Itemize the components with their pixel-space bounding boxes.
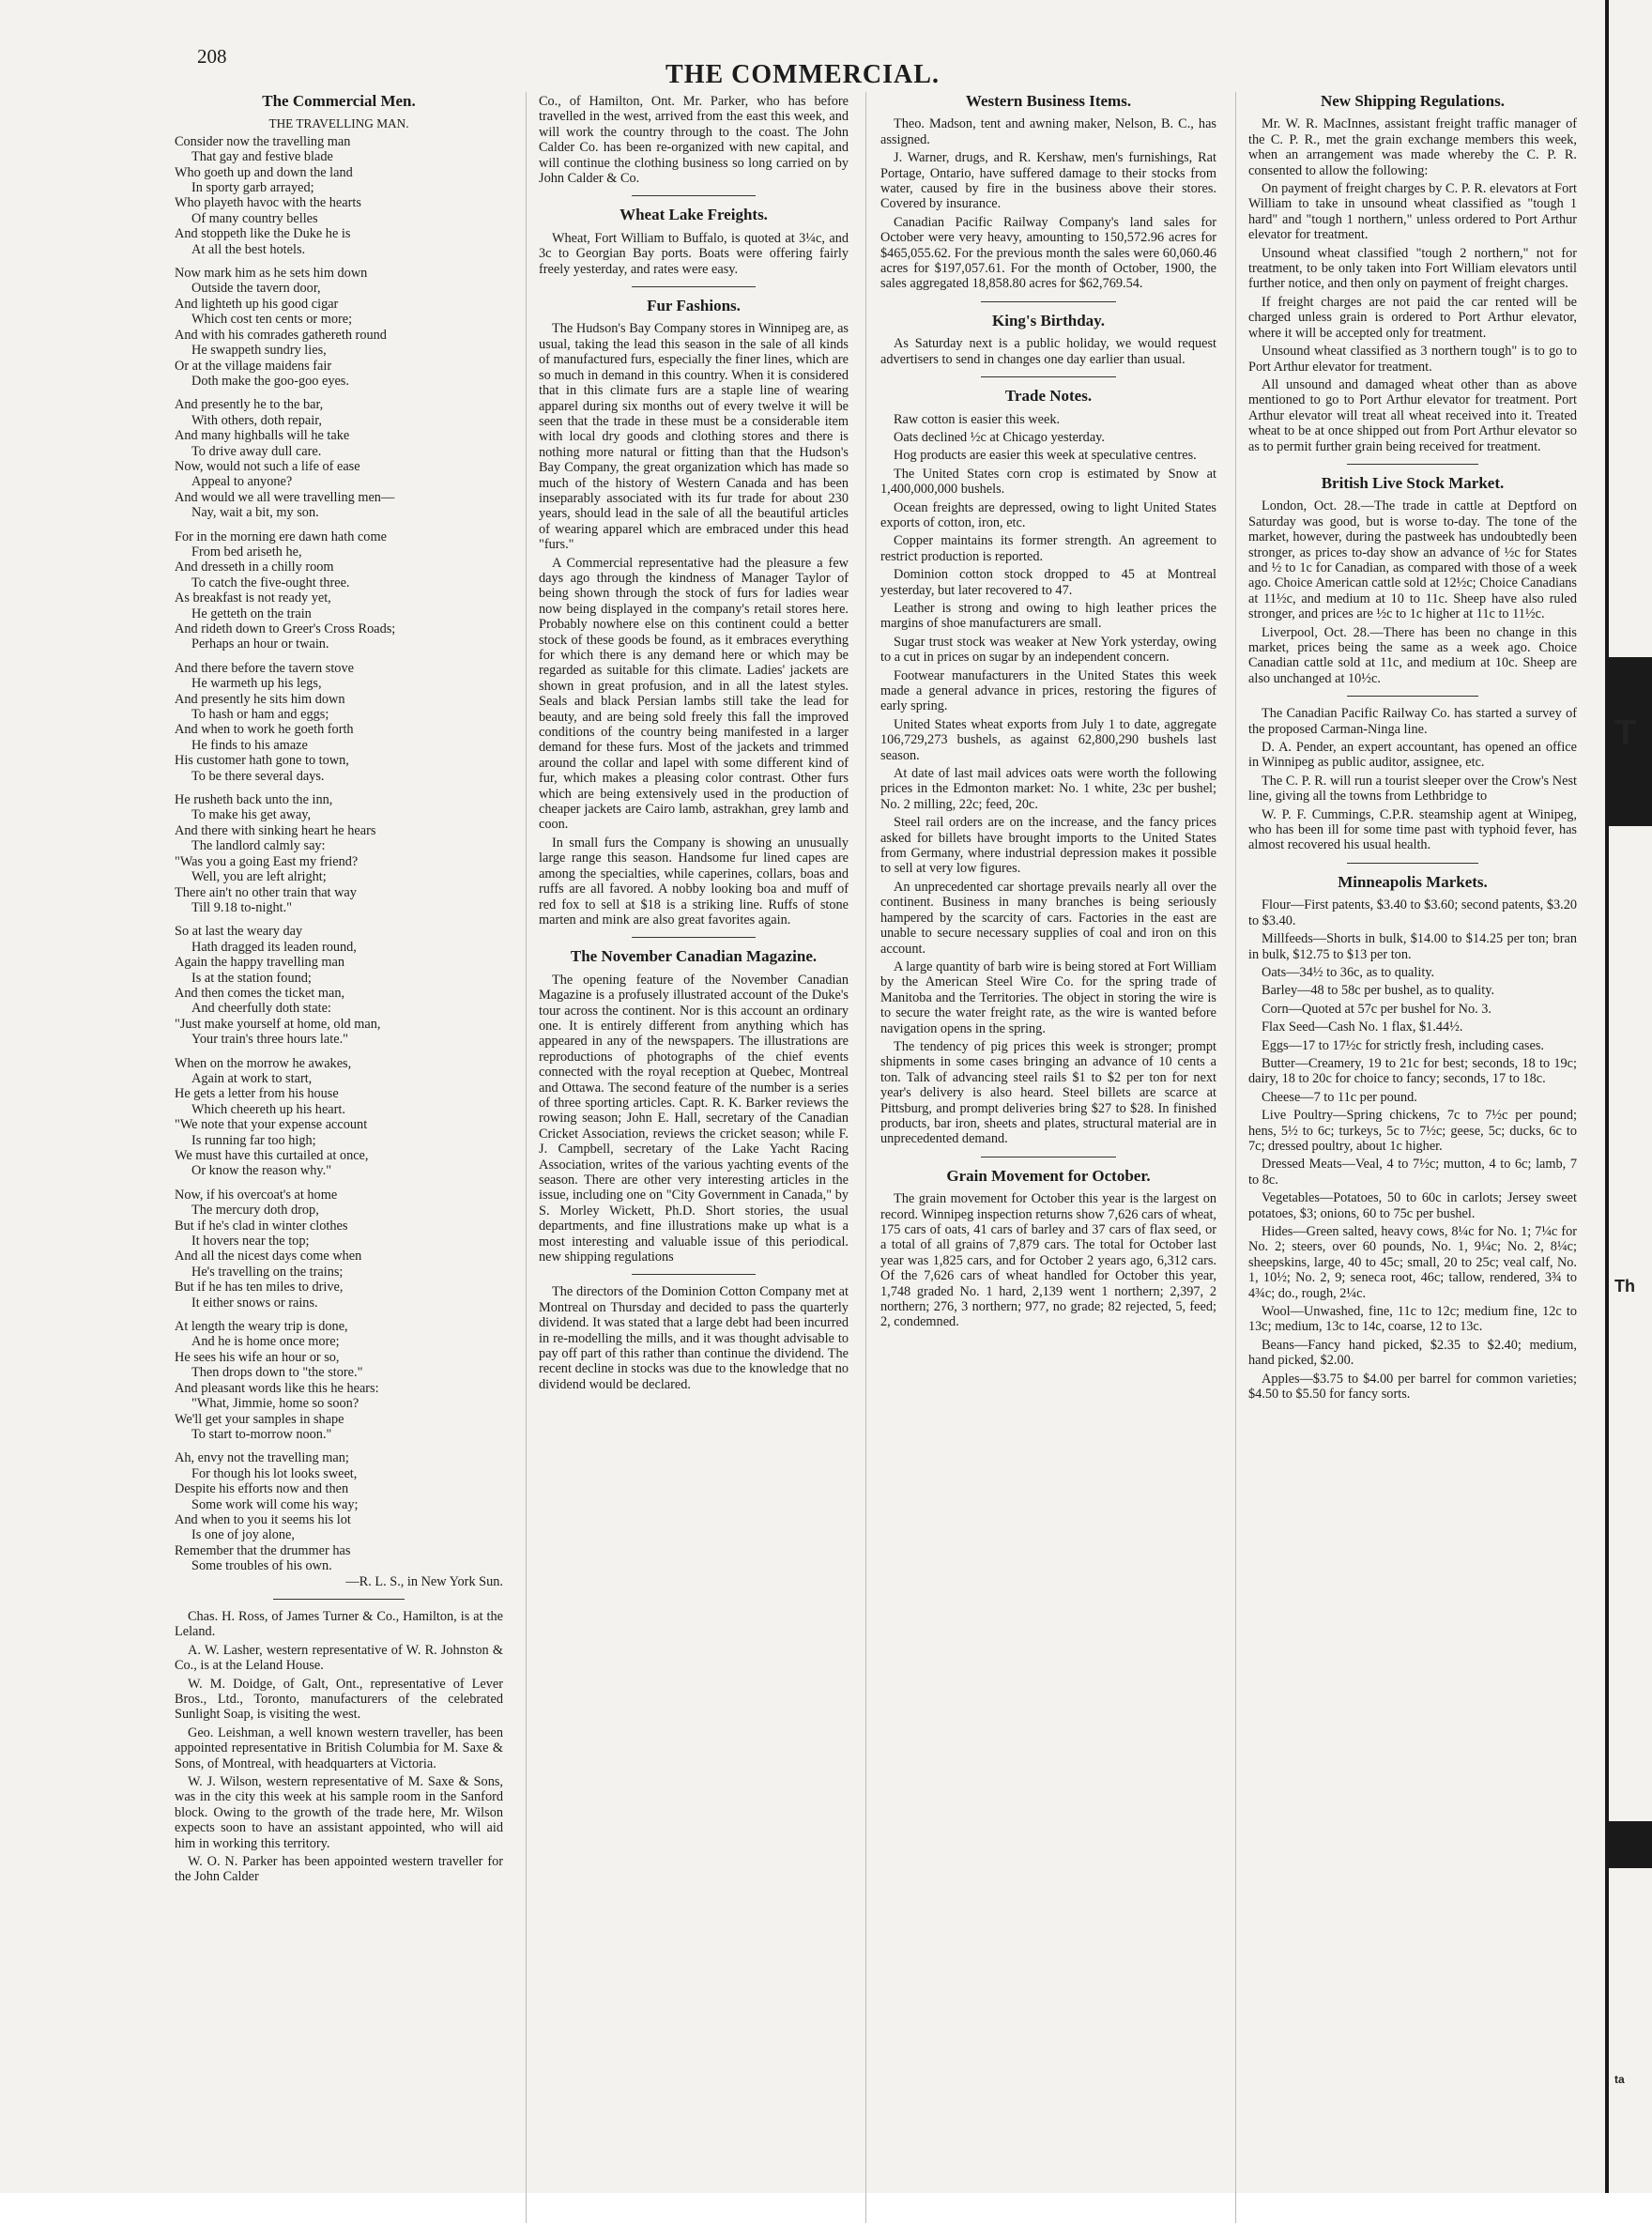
paragraph: D. A. Pender, an expert accountant, has opened an office in Winnipeg as public auditor, assignee, etc.: [1248, 740, 1577, 771]
poem-line: And all the nicest days come when: [175, 1249, 362, 1265]
stanza-break: [175, 521, 503, 529]
poem-signature: —R. L. S., in New York Sun.: [345, 1573, 503, 1589]
divider-rule: [273, 1599, 405, 1600]
poem-line: Outside the tavern door,: [191, 281, 321, 297]
western-business-items: [880, 116, 1216, 291]
page-number: 208: [197, 45, 227, 68]
paragraph: On payment of freight charges by C. P. R. elevators at Fort William to take in unsound wheat classified as "tough 1 hard" and "tough 1 northern," unless ordered to Port Arthur elevator for treatment.: [1248, 181, 1577, 243]
poem-line: For in the morning ere dawn hath come: [175, 529, 387, 544]
poem-line: And when to you it seems his lot: [175, 1511, 351, 1527]
paragraph: Oats—34½ to 36c, as to quality.: [1262, 964, 1435, 980]
shipping-regulations: [1248, 116, 1577, 454]
poem-line: He gets a letter from his house: [175, 1086, 339, 1102]
paragraph: Copper maintains its former strength. An agreement to restrict production is reported.: [880, 533, 1216, 564]
paragraph: A large quantity of barb wire is being stored at Fort William by the American Steel Wire Co. for the spring trade of Manitoba and the Territories. The object in storing the wire is to secure the water freight rate, as the wire is wanted before navigation opens in the spring.: [880, 958, 1216, 1036]
column-2: [539, 94, 849, 1395]
fur-article: [539, 321, 849, 928]
poem-line: And presently he sits him down: [175, 691, 345, 707]
paragraph: If freight charges are not paid the car rented will be charged unless grain is ordered to Port Arthur elevator, where it will be accepted only for treatment.: [1248, 294, 1577, 341]
poem-line: Despite his efforts now and then: [175, 1481, 349, 1497]
page-edge-letter: Th: [1614, 1277, 1635, 1295]
poem-line: Some troubles of his own.: [191, 1558, 332, 1574]
poem-line: Some work will come his way;: [191, 1496, 359, 1512]
poem-line: It either snows or rains.: [191, 1295, 318, 1311]
paragraph: Wool—Unwashed, fine, 11c to 12c; medium fine, 12c to 13c; medium, 13c to 14c, coarse, 12 to 13c.: [1248, 1304, 1577, 1335]
poem-line: And stoppeth like the Duke he is: [175, 226, 351, 242]
poem-line: And would we all were travelling men—: [175, 489, 395, 505]
paragraph: Dressed Meats—Veal, 4 to 7½c; mutton, 4 to 6c; lamb, 7 to 8c.: [1248, 1157, 1577, 1188]
poem-line: "We note that your expense account: [175, 1117, 368, 1133]
poem-line: Ah, envy not the travelling man;: [175, 1450, 349, 1466]
paragraph: United States wheat exports from July 1 to date, aggregate 106,729,273 bushels, as against 62,800,290 bushels last season.: [880, 716, 1216, 763]
poem-line: Doth make the goo-goo eyes.: [191, 373, 349, 389]
section-heading: Grain Movement for October.: [946, 1166, 1151, 1185]
poem-line: Is at the station found;: [191, 970, 312, 986]
poem-line: At all the best hotels.: [191, 241, 306, 257]
paragraph: Footwear manufacturers in the United States this week made a general advance in prices, restoring the figures of early spring.: [880, 667, 1216, 714]
poem-line: He getteth on the train: [191, 606, 312, 621]
paragraph: Oats declined ½c at Chicago yesterday.: [894, 429, 1105, 445]
paragraph: Apples—$3.75 to $4.00 per barrel for common varieties; $4.50 to $5.50 for fancy sorts.: [1248, 1371, 1577, 1403]
section-heading: The Commercial Men.: [262, 92, 416, 110]
poem: [175, 116, 503, 1589]
paragraph: W. P. F. Cummings, C.P.R. steamship agent at Winipeg, who has been ill for some time past with typhoid fever, has almost recovered his usual health.: [1248, 806, 1577, 853]
poem-line: To catch the five-ought three.: [191, 575, 350, 590]
paragraph: The Hudson's Bay Company stores in Winnipeg are, as usual, taking the lead this season in the sale of all kinds of manufactured furs, especially the finer lines, which are so much in demand in this country. When it is considered that in this climate furs are a staple line of wearing apparel during six months out of every twelve it will be seen that the trade in these must be a considerable item with local dry goods and clothing stores and there is nothing more natural or fitting than that the Hudson's Bay Company, the great organization which has made so much of the history of Western Canada and has been inseparably associated with its fur trade for about 230 years, should lead in the sale of all the beautiful articles of wearing apparel which are embraced under this head "furs.": [539, 321, 849, 553]
paragraph: Flour—First patents, $3.40 to $3.60; second patents, $3.20 to $3.40.: [1248, 897, 1577, 928]
paragraph: The United States corn crop is estimated by Snow at 1,400,000,000 bushels.: [880, 466, 1216, 498]
poem-line: At length the weary trip is done,: [175, 1319, 348, 1335]
paragraph: Hog products are easier this week at speculative centres.: [894, 448, 1197, 464]
poem-line: Perhaps an hour or twain.: [191, 636, 329, 652]
paragraph: The Canadian Pacific Railway Co. has started a survey of the proposed Carman-Ninga line.: [1248, 706, 1577, 737]
poem-line: Appeal to anyone?: [191, 474, 293, 490]
stanza-break: [175, 915, 503, 924]
section-heading: New Shipping Regulations.: [1320, 92, 1506, 110]
section-heading: Fur Fashions.: [647, 297, 741, 315]
paragraph: The grain movement for October this year is the largest on record. Winnipeg inspection returns show 7,626 cars of wheat, 175 cars of oats, 41 cars of barley and 37 cars of flax seed, or a total of all grains of 7,879 cars. The total for October last year was 1,825 cars, and for October 2 years ago, 6,312 cars. Of the 7,626 cars of wheat handled for October this year, 1,748 graded No. 1 hard, 2,139 went 1 northern; 2,397, 2 northern; 276, 3 northern; 977, no grade; 82 rejected, 5, feed; 2, condemned.: [880, 1191, 1216, 1330]
poem-line: To start to-morrow noon.": [191, 1426, 332, 1442]
stanza-break: [175, 1048, 503, 1056]
paragraph: At date of last mail advices oats were worth the following prices in the Edmonton market: No. 1 white, 23c per bushel; No. 2 milling, 22c; feed, 20c.: [880, 766, 1216, 812]
stanza-break: [175, 652, 503, 661]
poem-line: With others, doth repair,: [191, 412, 323, 428]
paragraph: A. W. Lasher, western representative of W. R. Johnston & Co., is at the Leland House.: [175, 1642, 503, 1674]
poem-line: Consider now the travelling man: [175, 133, 351, 149]
divider-rule: [1347, 696, 1478, 697]
paragraph: Geo. Leishman, a well known western traveller, has been appointed representative in British Columbia for M. Saxe & Sons, of Montreal, with headquarters at Victoria.: [175, 1725, 503, 1771]
poem-line: And pleasant words like this he hears:: [175, 1380, 379, 1396]
page-edge-letter: T: [1614, 713, 1637, 753]
masthead-title: THE COMMERCIAL.: [665, 60, 940, 89]
poem-line: The landlord calmly say:: [191, 838, 326, 854]
paragraph: Cheese—7 to 11c per pound.: [1262, 1089, 1417, 1105]
personal-notes: [175, 1609, 503, 1885]
poem-line: That gay and festive blade: [191, 149, 333, 165]
paragraph: Vegetables—Potatoes, 50 to 60c in carlots; Jersey sweet potatoes, $3; onions, 60 to 75c per bushel.: [1248, 1190, 1577, 1221]
paragraph: Live Poultry—Spring chickens, 7c to 7½c per pound; hens, 5½ to 6c; turkeys, 5c to 7½c; geese, 5c; ducks, 6c to 7c; dressed poultry, about 1c higher.: [1248, 1108, 1577, 1154]
poem-line: And many highballs will he take: [175, 428, 350, 444]
paragraph: A Commercial representative had the pleasure a few days ago through the kindness of Manager Taylor of being shown through the stock of furs for ladies wear now being displayed in the company's retail stores here. Probably nowhere else on this continent could a better stock of these goods be found, as it embraces everything for which there is any demand here or which may be regarded as suitable for this climate. Ladies' jackets are shown in great profusion, and in all the latest styles. Seals and black Persian lambs still take the lead for beauty, and are being sold freely this fall the improved conditions of the country being manifested in a larger demand for these furs. Most of the jackets and trimmed around the collar and lapel with some different kind of fur, which makes a pleasing color contrast. Other furs which are being extensively used in the production of cheaper jackets are Cairo lamb, astrakhan, grey lamb and coon.: [539, 555, 849, 833]
poem-line: He sees his wife an hour or so,: [175, 1349, 340, 1365]
column-divider: [865, 92, 866, 2223]
section-heading: The November Canadian Magazine.: [570, 947, 818, 966]
divider-rule: [632, 1274, 756, 1275]
paragraph: The C. P. R. will run a tourist sleeper over the Crow's Nest line, giving all the towns from Lethbridge to: [1248, 773, 1577, 805]
paragraph: In small furs the Company is showing an unusually large range this season. Handsome fur lined capes are among the specialties, while caperines, collars, boas and ruffs are all favored. A nobby looking boa and muff of red fox to sell at $18 is a striking line. Ruffs of stone marten and mink are also great favorites again.: [539, 835, 849, 928]
minneapolis-markets: [1248, 897, 1577, 1402]
poem-line: Which cost ten cents or more;: [191, 312, 353, 328]
paragraph: London, Oct. 28.—The trade in cattle at Deptford on Saturday was good, but is worse to-day. The tone of the market, however, during the pastweek has undoubtedly been stronger, as prices to-day show an advance of ½c for States and ½ to 1c for Canadian, as compared with those of a week ago. Choice American cattle sold at 12½c; Choice Canadians at 11½c, and medium at 10 to 11c. Sheep have also ruled stronger, and prices are ½c to 1c higher at 11c to 11½c.: [1248, 498, 1577, 622]
poem-line: "Just make yourself at home, old man,: [175, 1016, 381, 1032]
paragraph: Leather is strong and owing to high leather prices the margins of shoe manufacturers are small.: [880, 600, 1216, 632]
paragraph: Canadian Pacific Railway Company's land sales for October were very heavy, amounting to 150,572.96 acres for $465,055.62. For the previous month the sales were 60,060.46 acres for $197,057.61. For the month of October, 1900, the sales aggregated 18,858.80 acres for $62,769.54.: [880, 214, 1216, 292]
poem-line: His customer hath gone to town,: [175, 753, 349, 769]
poem-line: But if he's clad in winter clothes: [175, 1218, 348, 1234]
divider-rule: [1347, 863, 1478, 864]
poem-line: Is running far too high;: [191, 1132, 316, 1148]
paragraph: As Saturday next is a public holiday, we would request advertisers to send in changes one day earlier than usual.: [880, 336, 1216, 367]
poem-line: He rusheth back unto the inn,: [175, 792, 333, 808]
poem-line: But if he has ten miles to drive,: [175, 1280, 344, 1295]
paragraph: Barley—48 to 58c per bushel, as to quality.: [1262, 983, 1495, 999]
poem-line: In sporty garb arrayed;: [191, 180, 314, 196]
paragraph: Eggs—17 to 17½c for strictly fresh, including cases.: [1262, 1037, 1544, 1053]
poem-line: And there before the tavern stove: [175, 660, 354, 676]
poem-line: So at last the weary day: [175, 924, 303, 940]
misc-notes: [1248, 706, 1577, 853]
paragraph: The opening feature of the November Canadian Magazine is a profusely illustrated account of the Duke's tour across the continent. Nor is this account an ordinary one. It is entirely different from anything which has appeared in any of the newspapers. The illustrations are reproductions of photographs of the chief events connected with the royal reception at Quebec, Montreal and Ottawa. The second feature of the number is a series of three sporting articles. Capt. R. K. Barker reviews the rowing season; John E. Hall, secretary of the Canadian Cricket Association, reviews the cricket season; while F. J. Campbell, secretary of the Lake Yacht Racing Association, writes of the various yachting events of the season. There are other very interesting articles in the issue, including one on "City Government in Canada," by S. Morley Wickett, Ph.D. Short stories, the usual departments, and fine illustrations make up what is a most interesting and valuable issue of this periodical. new shipping regulations: [539, 972, 849, 1265]
paragraph: Liverpool, Oct. 28.—There has been no change in this market, prices being the same as a week ago. Choice Canadian cattle sold at 11c, and medium at 10c. Sheep are also unchanged at 10½c.: [1248, 624, 1577, 686]
poem-line: Well, you are left alright;: [191, 869, 327, 885]
section-heading: Minneapolis Markets.: [1338, 872, 1488, 891]
poem-line: And then comes the ticket man,: [175, 985, 345, 1001]
poem-line: Of many country belles: [191, 210, 318, 226]
poem-line: Now, would not such a life of ease: [175, 458, 360, 474]
poem-line: And when to work he goeth forth: [175, 722, 354, 738]
poem-line: Or at the village maidens fair: [175, 358, 332, 374]
poem-line: We must have this curtailed at once,: [175, 1148, 369, 1163]
poem-line: To be there several days.: [191, 768, 325, 784]
paragraph: Flax Seed—Cash No. 1 flax, $1.44½.: [1262, 1020, 1463, 1035]
poem-line: And cheerfully doth state:: [191, 1001, 331, 1017]
divider-rule: [632, 937, 756, 938]
paragraph: Raw cotton is easier this week.: [894, 411, 1061, 427]
paragraph: An unprecedented car shortage prevails nearly all over the continent. Business in many branches is being seriously hampered by the scarcity of cars. Factories in the east are unable to secure necessary supplies of coal and iron on this account.: [880, 879, 1216, 957]
poem-line: There ain't no other train that way: [175, 884, 357, 900]
poem-line: Or know the reason why.": [191, 1163, 332, 1179]
stanza-break: [175, 1179, 503, 1188]
poem-line: When on the morrow he awakes,: [175, 1055, 352, 1071]
poem-line: He swappeth sundry lies,: [191, 343, 327, 359]
column-divider: [526, 92, 527, 2223]
divider-rule: [981, 301, 1115, 302]
paragraph: Corn—Quoted at 57c per bushel for No. 3.: [1262, 1001, 1491, 1017]
poem-line: We'll get your samples in shape: [175, 1411, 344, 1427]
paragraph: Theo. Madson, tent and awning maker, Nelson, B. C., has assigned.: [880, 116, 1216, 147]
poem-line: For though his lot looks sweet,: [191, 1465, 358, 1481]
live-stock-market: [1248, 498, 1577, 686]
stanza-break: [175, 1311, 503, 1319]
stanza-break: [175, 389, 503, 397]
poem-line: "What, Jimmie, home so soon?: [191, 1396, 359, 1412]
poem-line: Nay, wait a bit, my son.: [191, 505, 319, 521]
paragraph: The tendency of pig prices this week is stronger; prompt shipments in some cases bringing an advance of 10 cents a ton. Talk of advancing steel rails $1 to $2 per ton for next year's delivery is also heard. Steel billets are scarce at Pittsburg, and prompt deliveries bring $27 to $28. In finished products, bar iron, sheets and plates, structural material are in unprecedented demand.: [880, 1038, 1216, 1147]
paragraph: Dominion cotton stock dropped to 45 at Montreal yesterday, but later recovered to 47.: [880, 567, 1216, 598]
paragraph: Chas. H. Ross, of James Turner & Co., Hamilton, is at the Leland.: [175, 1608, 503, 1640]
divider-rule: [632, 286, 756, 287]
column-3: [880, 94, 1216, 1333]
poem-title: THE TRAVELLING MAN.: [268, 116, 409, 131]
poem-line: As breakfast is not ready yet,: [175, 590, 331, 606]
poem-line: From bed ariseth he,: [191, 544, 302, 560]
paragraph: Ocean freights are depressed, owing to light United States exports of cotton, iron, etc.: [880, 499, 1216, 530]
paragraph: All unsound and damaged wheat other than as above mentioned to go to Port Arthur elevator for treatment. Port Arthur elevator will treat all wheat received into it. Treated wheat to be at once shipped out from Port Arthur elevator so as to permit further grain being received for treatment.: [1248, 376, 1577, 454]
divider-rule: [981, 376, 1115, 377]
column-1: [175, 94, 503, 1888]
poem-line: "Was you a going East my friend?: [175, 853, 359, 869]
poem-line: Now mark him as he sets him down: [175, 266, 368, 282]
poem-line: The mercury doth drop,: [191, 1203, 319, 1219]
paragraph: Wheat, Fort William to Buffalo, is quoted at 3¼c, and 3c to Georgian Bay ports. Boats were offering fairly freely yesterday, and rates were easy.: [539, 230, 849, 277]
poem-line: Till 9.18 to-night.": [191, 899, 292, 915]
trade-notes: [880, 412, 1216, 1147]
poem-line: Again the happy travelling man: [175, 955, 345, 971]
stanza-break: [175, 257, 503, 266]
stanza-break: [175, 784, 503, 792]
poem-line: To make his get away,: [191, 807, 312, 823]
poem-line: Then drops down to "the store.": [191, 1365, 363, 1381]
divider-rule: [1347, 464, 1478, 465]
column-divider: [1235, 92, 1236, 2223]
page-edge-letter: ta: [1614, 2073, 1625, 2086]
poem-lines: [175, 134, 503, 1574]
paragraph: Unsound wheat classified "tough 2 northern," not for treatment, to be only taken into Fort William elevators until further notice, and then only on payment of freight charges.: [1248, 245, 1577, 292]
poem-line: Your train's three hours late.": [191, 1032, 348, 1048]
poem-line: To hash or ham and eggs;: [191, 707, 329, 723]
poem-line: And with his comrades gathereth round: [175, 327, 387, 343]
poem-line: Is one of joy alone,: [191, 1527, 295, 1543]
section-heading: Trade Notes.: [1004, 387, 1093, 406]
poem-line: And he is home once more;: [191, 1334, 340, 1350]
stanza-break: [175, 1442, 503, 1450]
paragraph: Unsound wheat classified as 3 northern tough" is to go to Port Arthur elevator for treatment.: [1248, 344, 1577, 375]
paragraph: Hides—Green salted, heavy cows, 8¼c for No. 1; 7¼c for No. 2; steers, over 60 pounds, No. 1, 9¼c; No. 2, 8¼c; sheepskins, large, 40 to 45c; small, 20 to 25c; veal calf, No. 1, 10½; No. 2, 9; seneca root, 46c; tallow, rendered, 3¾ to 4¾c; do., rough, 2¼c.: [1248, 1224, 1577, 1301]
poem-line: It hovers near the top;: [191, 1234, 310, 1249]
poem-line: To drive away dull care.: [191, 443, 322, 459]
paragraph: W. J. Wilson, western representative of M. Saxe & Sons, was in the city this week at his sample room in the Sanford block. Owing to the growth of the trade here, Mr. Wilson expects soon to have an assistant appointed, who will aid him in working this territory.: [175, 1774, 503, 1851]
adjacent-page-edge: [1605, 0, 1652, 2193]
section-heading: Western Business Items.: [965, 92, 1132, 110]
poem-line: Who playeth havoc with the hearts: [175, 195, 361, 211]
poem-line: And dresseth in a chilly room: [175, 560, 334, 575]
poem-line: And there with sinking heart he hears: [175, 822, 376, 838]
divider-rule: [632, 195, 756, 196]
paragraph: Mr. W. R. MacInnes, assistant freight traffic manager of the C. P. R., met the grain exchange members this week, when an arrangement was made whereby the C. P. R. consented to allow the following:: [1248, 116, 1577, 178]
paragraph: The directors of the Dominion Cotton Company met at Montreal on Thursday and decided to pass the quarterly dividend. It was stated that a large debt had been incurred in re-modelling the mills, and it was thought advisable to pay off part of this rather than continue the dividend. The recent decline in stocks was due to the knowledge that no dividend would be declared.: [539, 1284, 849, 1392]
section-heading: King's Birthday.: [992, 311, 1105, 330]
paragraph: Millfeeds—Shorts in bulk, $14.00 to $14.25 per ton; bran in bulk, $12.75 to $13 per ton.: [1248, 931, 1577, 962]
paragraph: Beans—Fancy hand picked, $2.35 to $2.40; medium, hand picked, $2.00.: [1248, 1337, 1577, 1369]
poem-line: Who goeth up and down the land: [175, 164, 353, 180]
poem-line: Again at work to start,: [191, 1070, 313, 1086]
paragraph: W. O. N. Parker has been appointed western traveller for the John Calder: [175, 1854, 503, 1885]
poem-line: He finds to his amaze: [191, 737, 308, 753]
paragraph: Sugar trust stock was weaker at New York ysterday, owing to a cut in prices on sugar by an independent concern.: [880, 634, 1216, 666]
poem-line: He's travelling on the trains;: [191, 1264, 344, 1280]
poem-line: Remember that the drummer has: [175, 1542, 351, 1558]
paragraph: J. Warner, drugs, and R. Kershaw, men's furnishings, Rat Portage, Ontario, have suffered damage to their stocks from water, caused by fire in the business above their stores. Covered by insurance.: [880, 150, 1216, 212]
section-heading: Wheat Lake Freights.: [620, 206, 768, 224]
poem-line: And presently he to the bar,: [175, 397, 324, 413]
poem-line: He warmeth up his legs,: [191, 676, 322, 692]
section-heading: British Live Stock Market.: [1321, 473, 1505, 492]
poem-line: Which cheereth up his heart.: [191, 1101, 345, 1117]
paragraph: Butter—Creamery, 19 to 21c for best; seconds, 18 to 19c; dairy, 18 to 20c for choice to fancy; seconds, 17 to 18c.: [1248, 1055, 1577, 1087]
continued-paragraph: Co., of Hamilton, Ont. Mr. Parker, who has before travelled in the west, arrived from the east this week, and will work the country through to the coast. The John Calder Co. has been re-organized with new capital, and will continue the clothing business so long carried on by John Calder & Co.: [539, 94, 849, 187]
paragraph: W. M. Doidge, of Galt, Ont., representative of Lever Bros., Ltd., Toronto, manufacturers of the celebrated Sunlight Soap, is visiting the west.: [175, 1676, 503, 1723]
poem-line: And rideth down to Greer's Cross Roads;: [175, 621, 396, 636]
column-4: [1248, 94, 1577, 1404]
paragraph: Steel rail orders are on the increase, and the fancy prices asked for billets have brought imports to the United States from Germany, where industrial depression makes it possible to sell at very low figures.: [880, 815, 1216, 877]
poem-line: And lighteth up his good cigar: [175, 296, 339, 312]
poem-line: Hath dragged its leaden round,: [191, 939, 357, 955]
poem-line: Now, if his overcoat's at home: [175, 1187, 338, 1203]
